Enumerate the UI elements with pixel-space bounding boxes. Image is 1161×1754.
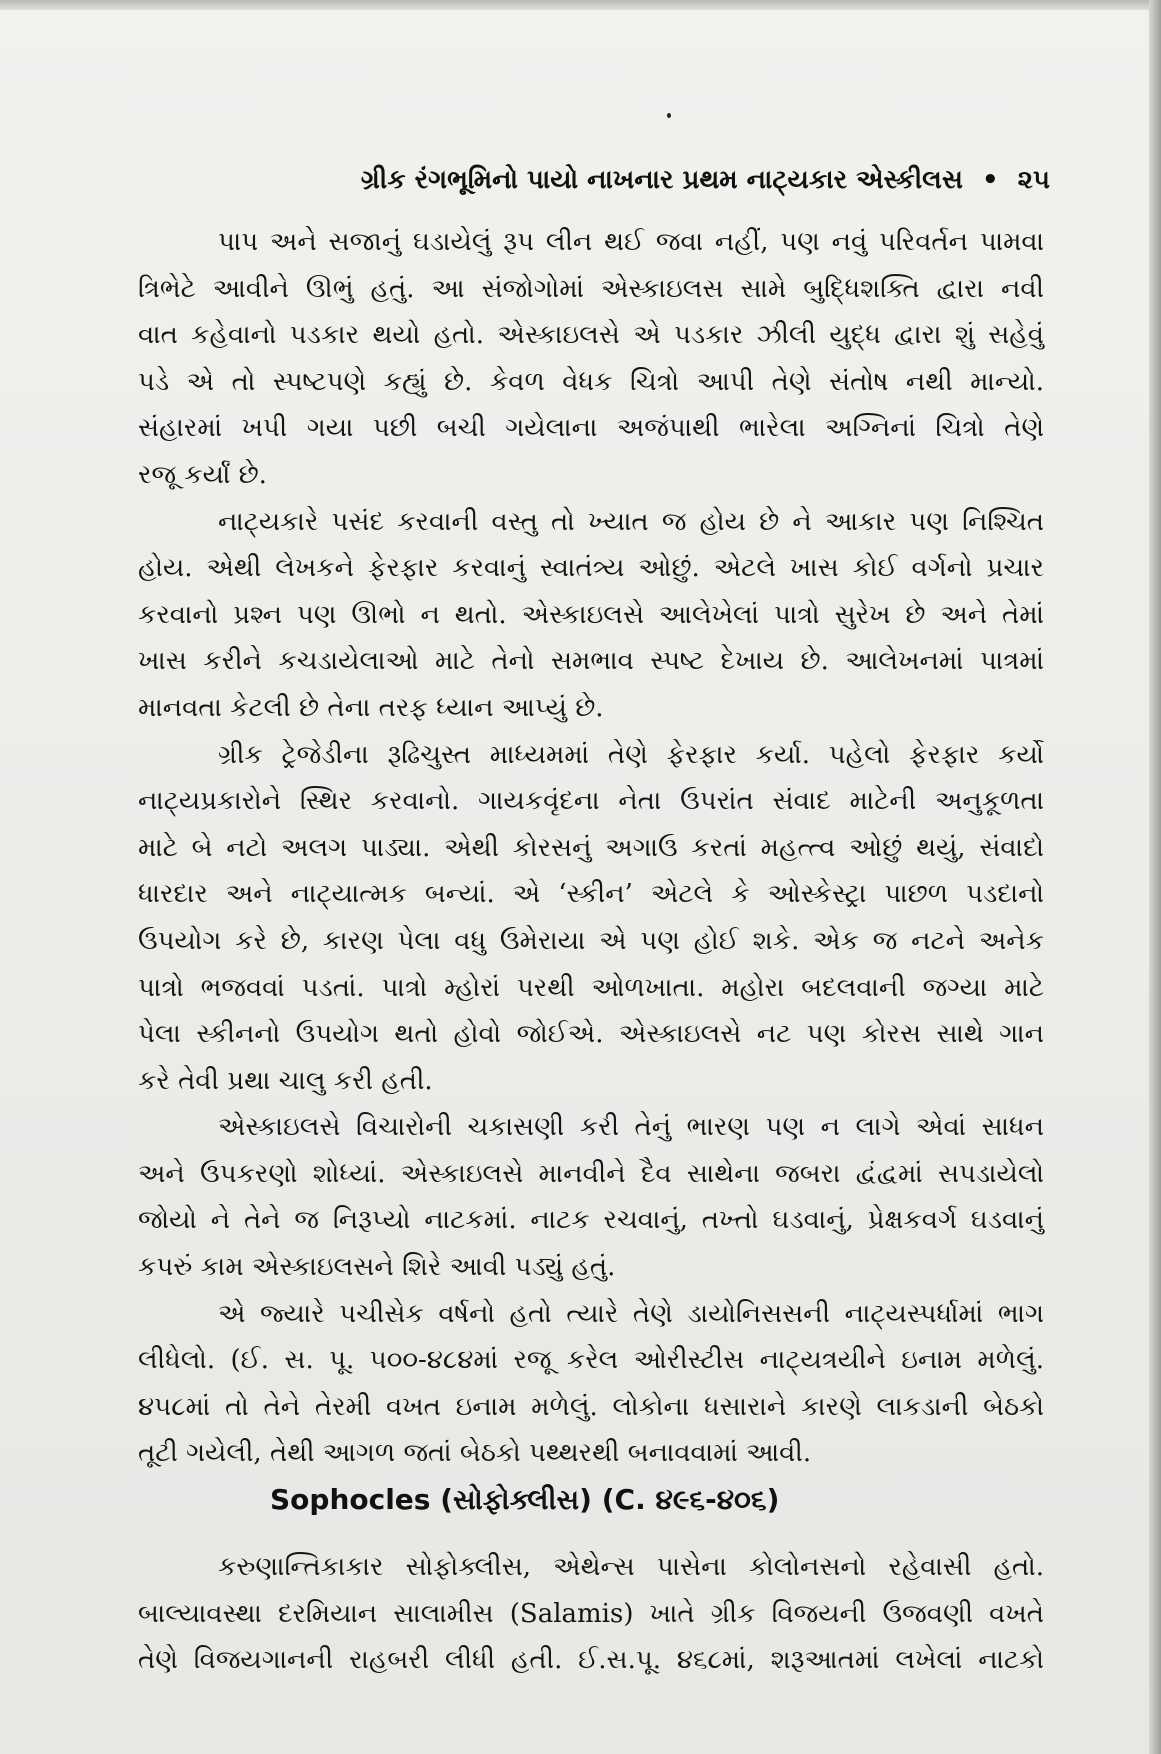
text-line: માટે બે નટો અલગ પાડ્યા. એથી કોરસનું અગાઉ કરતાં મહત્ત્વ ઓછું થયું, સંવાદો bbox=[138, 832, 1044, 863]
text-line: એ જ્યારે પચીસેક વર્ષનો હતો ત્યારે તેણે ડાયોનિસસની નાટ્યસ્પર્ધામાં ભાગ bbox=[218, 1298, 1044, 1329]
text-line: બાલ્યાવસ્થા દરમિયાન સાલામીસ (Salamis) ખાતે ગ્રીક વિજયની ઉજવણી વખતે bbox=[138, 1598, 1044, 1629]
text-line: લીધેલો. (ઈ. સ. પૂ. ૫૦૦-૪૮૪માં રજૂ કરેલ ઓરીસ્ટીસ નાટ્યત્રયીને ઇનામ મળેલું. bbox=[138, 1345, 1044, 1376]
text-line: વાત કહેવાનો પડકાર થયો હતો. એસ્કાઇલસે એ પડકાર ઝીલી યુદ્ધ દ્વારા શું સહેવું bbox=[138, 320, 1044, 351]
text-line: ઉપયોગ કરે છે, કારણ પેલા વધુ ઉમેરાયા એ પણ હોઈ શકે. એક જ નટને અનેક bbox=[138, 925, 1044, 956]
page-number: ૨૫ bbox=[1017, 165, 1050, 195]
text-line: ધારદાર અને નાટ્યાત્મક બન્યાં. એ ‘સ્કીન’ એટલે કે ઓસ્કેસ્ટ્રા પાછળ પડદાનો bbox=[138, 879, 1044, 910]
text-line: ગ્રીક ટ્રેજેડીના રૂઢિચુસ્ત માધ્યમમાં તેણે ફેરફાર કર્યા. પહેલો ફેરફાર કર્યો bbox=[218, 739, 1044, 770]
text-line: કપરું કામ એસ્કાઇલસને શિરે આવી પડ્યું હતું. bbox=[138, 1252, 616, 1283]
text-line: હોય. એથી લેખકને ફેરફાર કરવાનું સ્વાતંત્ર્ય ઓછું. એટલે ખાસ કોઈ વર્ગનો પ્રચાર bbox=[138, 553, 1044, 584]
page-top-edge bbox=[0, 0, 1161, 10]
text-line: તેણે વિજયગાનની રાહબરી લીધી હતી. ઈ.સ.પૂ. ૪૬૮માં, શરૂઆતમાં લખેલાં નાટકો bbox=[138, 1645, 1044, 1676]
text-line: ૪૫૮માં તો તેને તેરમી વખત ઇનામ મળેલું. લોકોના ધસારાને કારણે લાકડાની બેઠકો bbox=[138, 1391, 1044, 1422]
text-line: પાત્રો ભજવવાં પડતાં. પાત્રો મ્હોરાં પરથી ઓળખાતા. મહોરા બદલવાની જગ્યા માટે bbox=[138, 972, 1044, 1003]
text-line: કરે તેવી પ્રથા ચાલુ કરી હતી. bbox=[138, 1065, 433, 1096]
text-line: કરવાનો પ્રશ્ન પણ ઊભો ન થતો. એસ્કાઇલસે આલેખેલાં પાત્રો સુરેખ છે અને તેમાં bbox=[138, 599, 1044, 630]
text-line: પાપ અને સજાનું ઘડાયેલું રૂપ લીન થઈ જવા નહીં, પણ નવું પરિવર્તન પામવા bbox=[218, 227, 1044, 257]
text-line: પેલા સ્કીનનો ઉપયોગ થતો હોવો જોઈએ. એસ્કાઇલસે નટ પણ કોરસ સાથે ગાન bbox=[138, 1019, 1044, 1050]
text-line: પડે એ તો સ્પષ્ટપણે કહ્યું છે. કેવળ વેધક ચિત્રો આપી તેણે સંતોષ નથી માન્યો. bbox=[138, 366, 1044, 397]
body-text-top bbox=[138, 219, 1044, 1477]
margin-mark bbox=[102, 1598, 108, 1624]
text-line: કરુણાન્તિકાકાર સોફોક્લીસ, એથેન્સ પાસેના કોલોનસનો રહેવાસી હતો. bbox=[218, 1552, 1044, 1582]
running-head-separator: • bbox=[981, 165, 999, 195]
text-line: જોયો ને તેને જ નિરૂપ્યો નાટકમાં. નાટક રચવાનું, તખ્તો ઘડવાનું, પ્રેક્ષકવર્ગ ઘડવાનું bbox=[138, 1205, 1044, 1236]
running-head bbox=[120, 160, 1050, 200]
running-head-title: ગ્રીક રંગભૂમિનો પાયો નાખનાર પ્રથમ નાટ્યકાર એસ્કીલસ bbox=[360, 165, 963, 195]
text-line: રજૂ કર્યાં છે. bbox=[138, 459, 267, 490]
page-binding-edge bbox=[1149, 0, 1161, 1754]
body-text-bottom bbox=[138, 1544, 1044, 1684]
text-line: નાટ્યકારે પસંદ કરવાની વસ્તુ તો ખ્યાત જ હોય છે ને આકાર પણ નિશ્ચિત bbox=[218, 506, 1044, 537]
text-line: અને ઉપકરણો શોધ્યાં. એસ્કાઇલસે માનવીને દૈવ સાથેના જબરા દ્વંદ્વમાં સપડાયેલો bbox=[138, 1158, 1044, 1189]
section-heading: Sophocles (સોફોક્લીસ) (C. ૪૯૬-૪૦૬) bbox=[270, 1483, 780, 1516]
text-line: તૂટી ગયેલી, તેથી આગળ જતાં બેઠકો પથ્થરથી બનાવવામાં આવી. bbox=[138, 1438, 812, 1469]
text-line: નાટ્યપ્રકારોને સ્થિર કરવાનો. ગાયકવૃંદના નેતા ઉપરાંત સંવાદ માટેની અનુકૂળતા bbox=[138, 786, 1044, 817]
text-line: માનવતા કેટલી છે તેના તરફ ધ્યાન આપ્યું છે. bbox=[138, 692, 604, 723]
text-line: ખાસ કરીને કચડાયેલાઓ માટે તેનો સમભાવ સ્પષ્ટ દેખાય છે. આલેખનમાં પાત્રમાં bbox=[138, 646, 1044, 677]
ink-speck bbox=[667, 113, 671, 118]
text-line: એસ્કાઇલસે વિચારોની ચકાસણી કરી તેનું ભારણ પણ ન લાગે એવાં સાધન bbox=[218, 1112, 1044, 1143]
text-line: સંહારમાં ખપી ગયા પછી બચી ગયેલાના અજંપાથી ભારેલા અગ્નિનાં ચિત્રો તેણે bbox=[138, 413, 1044, 444]
text-line: ત્રિભેટે આવીને ઊભું હતું. આ સંજોગોમાં એસ્કાઇલસ સામે બુદ્ધિશક્તિ દ્વારા નવી bbox=[138, 273, 1044, 304]
